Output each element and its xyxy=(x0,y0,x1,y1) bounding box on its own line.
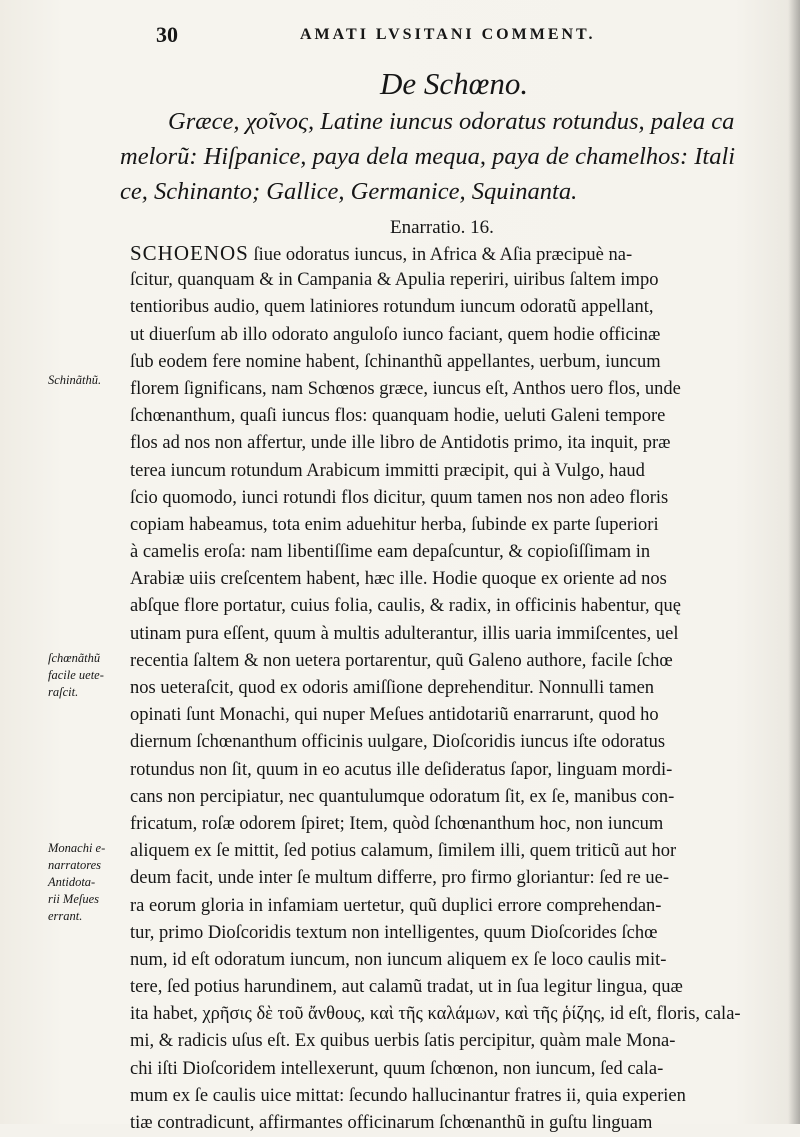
body-line: cans non percipiatur, nec quantulumque odoratum ſit, ex ſe, manibus con- xyxy=(130,786,675,807)
body-first-line xyxy=(130,240,780,267)
body-line: tentioribus audio, quem latiniores rotundum iuncum odoratũ appellant, xyxy=(130,297,654,318)
body-text xyxy=(130,240,780,1137)
margin-note-line: errant. xyxy=(48,909,83,923)
page-edge-shadow xyxy=(788,0,800,1124)
first-line-rest: ſiue odoratus iuncus, in Africa & Aſia præcipuè na- xyxy=(248,245,633,265)
synonymy-line: ce, Schinanto; Gallice, Germanice, Squinanta. xyxy=(120,178,578,205)
enarratio-heading: Enarratio. 16. xyxy=(390,217,494,238)
body-line: fricatum, roſæ odorem ſpiret; Item, quòd ſchœnanthum hoc, non iuncum xyxy=(130,813,664,834)
body-line: tere, ſed potius harundinem, aut calamũ tradat, ut in ſua legitur lingua, quæ xyxy=(130,977,683,998)
margin-note-line: Schinãthũ. xyxy=(48,373,102,387)
body-line: abſque flore portatur, cuius folia, caulis, & radix, in officinis habentur, quę xyxy=(130,596,681,617)
section-title: De Schœno. xyxy=(380,66,529,101)
body-line: nos ueteraſcit, quod ex odoris amiſſione deprehenditur. Nonnulli tamen xyxy=(130,678,655,698)
margin-note-line: facile uete- xyxy=(48,668,104,682)
body-line: terea iuncum rotundum Arabicum immitti præcipit, qui à Vulgo, haud xyxy=(130,460,645,481)
body-line: ſub eodem fere nomine habent, ſchinanthũ appellantes, uerbum, iuncum xyxy=(130,351,661,372)
body-line: florem ſignificans, nam Schœnos græce, iuncus eſt, Anthos uero flos, unde xyxy=(130,378,681,399)
margin-note-line: rii Meſues xyxy=(48,892,100,906)
running-title: AMATI LVSITANI COMMENT. xyxy=(300,26,596,43)
margin-note-schinanthu xyxy=(48,372,128,389)
page-number: 30 xyxy=(156,22,178,47)
body-line: copiam habeamus, tota enim aduehitur herba, ſubinde ex parte ſuperiori xyxy=(130,514,659,535)
body-line: ſchœnanthum, quaſi iuncus flos: quanquam hodie, ueluti Galeni tempore xyxy=(130,406,666,427)
margin-note-line: Antidota- xyxy=(48,875,96,889)
body-line: ut diuerſum ab illo odorato anguloſo iunco faciant, quem hodie officinæ xyxy=(130,324,661,345)
margin-note-veterascit xyxy=(48,650,128,701)
margin-note-line: raſcit. xyxy=(48,685,79,699)
running-head xyxy=(150,18,660,50)
margin-note-line: Monachi e- xyxy=(48,841,106,855)
body-line: tur, primo Dioſcoridis textum non intelligentes, quum Dioſcorides ſchœ xyxy=(130,922,658,943)
body-line: ſcio quomodo, iunci rotundi flos dicitur, quum tamen nos non adeo floris xyxy=(130,487,669,508)
body-line: à camelis eroſa: nam libentiſſime eam depaſcuntur, & copioſiſſimam in xyxy=(130,542,651,563)
body-line: recentia ſaltem & non uetera portarentur, quũ Galeno authore, facile ſchœ xyxy=(130,650,673,671)
margin-note-line: ſchœnãthũ xyxy=(48,651,101,665)
body-line: chi iſti Dioſcoridem intellexerunt, quum ſchœnon, non iuncum, ſed cala- xyxy=(130,1058,664,1079)
body-line: deum facit, unde inter ſe multum differre, pro firmo gloriantur: ſed re ue- xyxy=(130,868,670,889)
body-line: tiæ contradicunt, affirmantes officinarum ſchœnanthũ in guſtu linguam xyxy=(130,1113,653,1133)
margin-note-line: narratores xyxy=(48,858,102,872)
body-line: ita habet, χρῆσις δὲ τοῦ ἄνθους, καὶ τῆς καλάμων, καὶ τῆς ῥίζης, id eſt, floris, cala- xyxy=(130,1004,741,1025)
body-line: num, id eſt odoratum iuncum, non iuncum aliquem ex ſe loco caulis mit- xyxy=(130,949,667,970)
body-line: diernum ſchœnanthum officinis uulgare, Dioſcoridis iuncus iſte odoratus xyxy=(130,732,666,753)
body-line: rotundus non ſit, quum in eo acutus ille deſideratus ſapor, linguam mordi- xyxy=(130,759,673,780)
synonymy-line: Græce, χοῖνος, Latine iuncus odoratus rotundus, palea ca xyxy=(168,108,735,135)
body-line: ra eorum gloria in infamiam uertetur, quũ duplici errore comprehendan- xyxy=(130,895,662,916)
synonymy-line: melorũ: Hiſpanice, paya dela mequa, paya de chamelhos: Itali xyxy=(120,143,736,170)
body-line: ſcitur, quanquam & in Campania & Apulia reperiri, uiribus ſaltem impo xyxy=(130,270,659,291)
body-line: Arabiæ uiis creſcentem habent, hæc ille. Hodie quoque ex oriente ad nos xyxy=(130,569,667,590)
margin-note-monachi xyxy=(48,840,128,925)
lead-word: SCHOENOS xyxy=(130,241,249,265)
synonymy-block xyxy=(120,104,770,209)
body-line: utinam pura eſſent, quum à multis adulterantur, illis uaria immiſcentes, uel xyxy=(130,623,679,644)
body-line: mum ex ſe caulis uice mittat: ſecundo hallucinantur fratres ii, quia experien xyxy=(130,1085,686,1106)
body-line: opinati ſunt Monachi, qui nuper Meſues antidotariũ enarrarunt, quod ho xyxy=(130,705,659,726)
body-line: aliquem ex ſe mittit, ſed potius calamum, ſimilem illi, quem triticũ aut hor xyxy=(130,841,677,862)
body-line: mi, & radicis uſus eſt. Ex quibus uerbis ſatis percipitur, quàm male Mona- xyxy=(130,1031,676,1052)
body-line: flos ad nos non affertur, unde ille libro de Antidotis primo, ita inquit, præ xyxy=(130,433,671,454)
